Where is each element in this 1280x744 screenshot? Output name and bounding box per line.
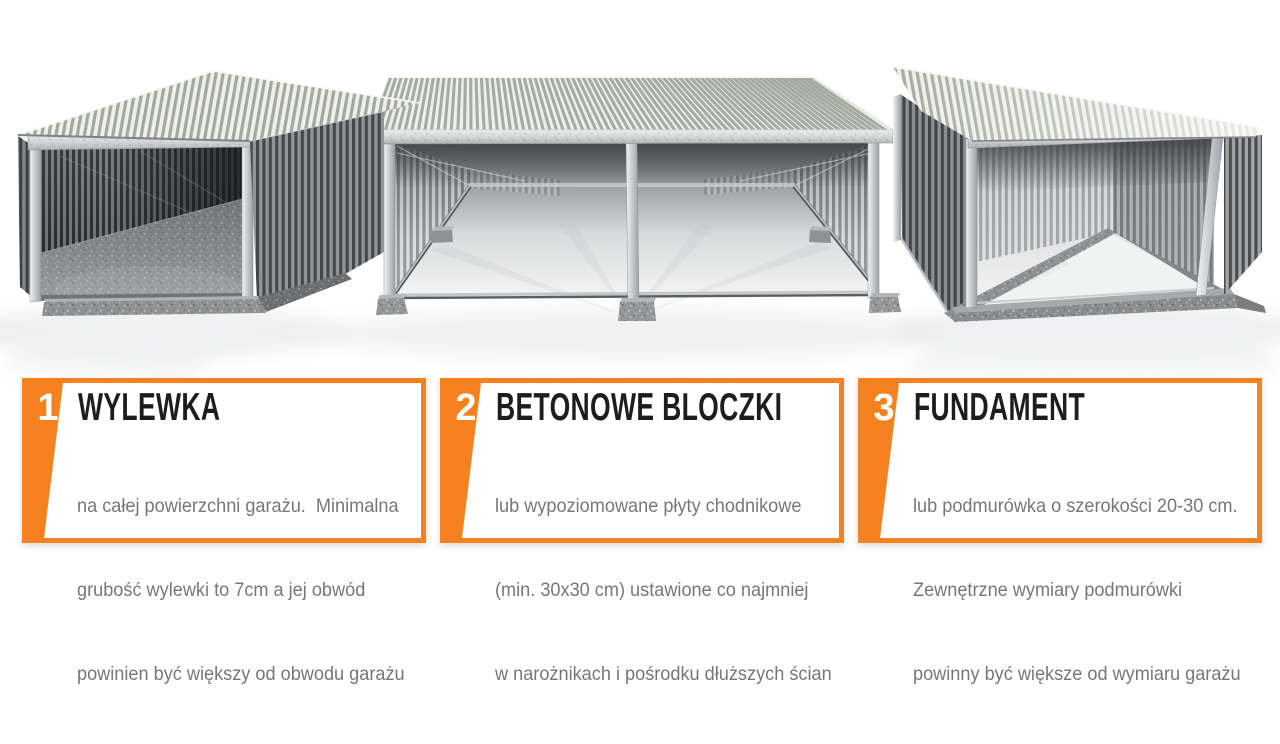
garage-on-concrete-blocks: [370, 77, 901, 321]
step-card-betonowe-bloczki: [440, 378, 844, 543]
step-title: FUNDAMENT: [914, 387, 1085, 429]
step-description: na całej powierzchni garażu. Minimalna grubość wylewki to 7cm a jej obwód powinien być większy od obwodu garażu: [77, 436, 405, 744]
step-card-fundament: [858, 378, 1262, 543]
step-number-badge: 3: [862, 388, 906, 428]
step-title: WYLEWKA: [78, 387, 220, 429]
step-description: lub podmurówka o szerokości 20-30 cm. Zewnętrzne wymiary podmurówki powinny być większe od wymiaru garażu: [913, 436, 1241, 744]
step-card-wylewka: [22, 378, 426, 543]
step-number-badge: 1: [26, 388, 70, 428]
garage-on-foundation: [893, 67, 1266, 322]
garage-with-screed: [18, 71, 420, 316]
step-title: BETONOWE BLOCZKI: [496, 387, 782, 429]
step-description: lub wypoziomowane płyty chodnikowe (min. 30x30 cm) ustawione co najmniej w narożnikach i pośrodku dłuższych ścian: [495, 436, 832, 744]
step-number-badge: 2: [444, 388, 488, 428]
